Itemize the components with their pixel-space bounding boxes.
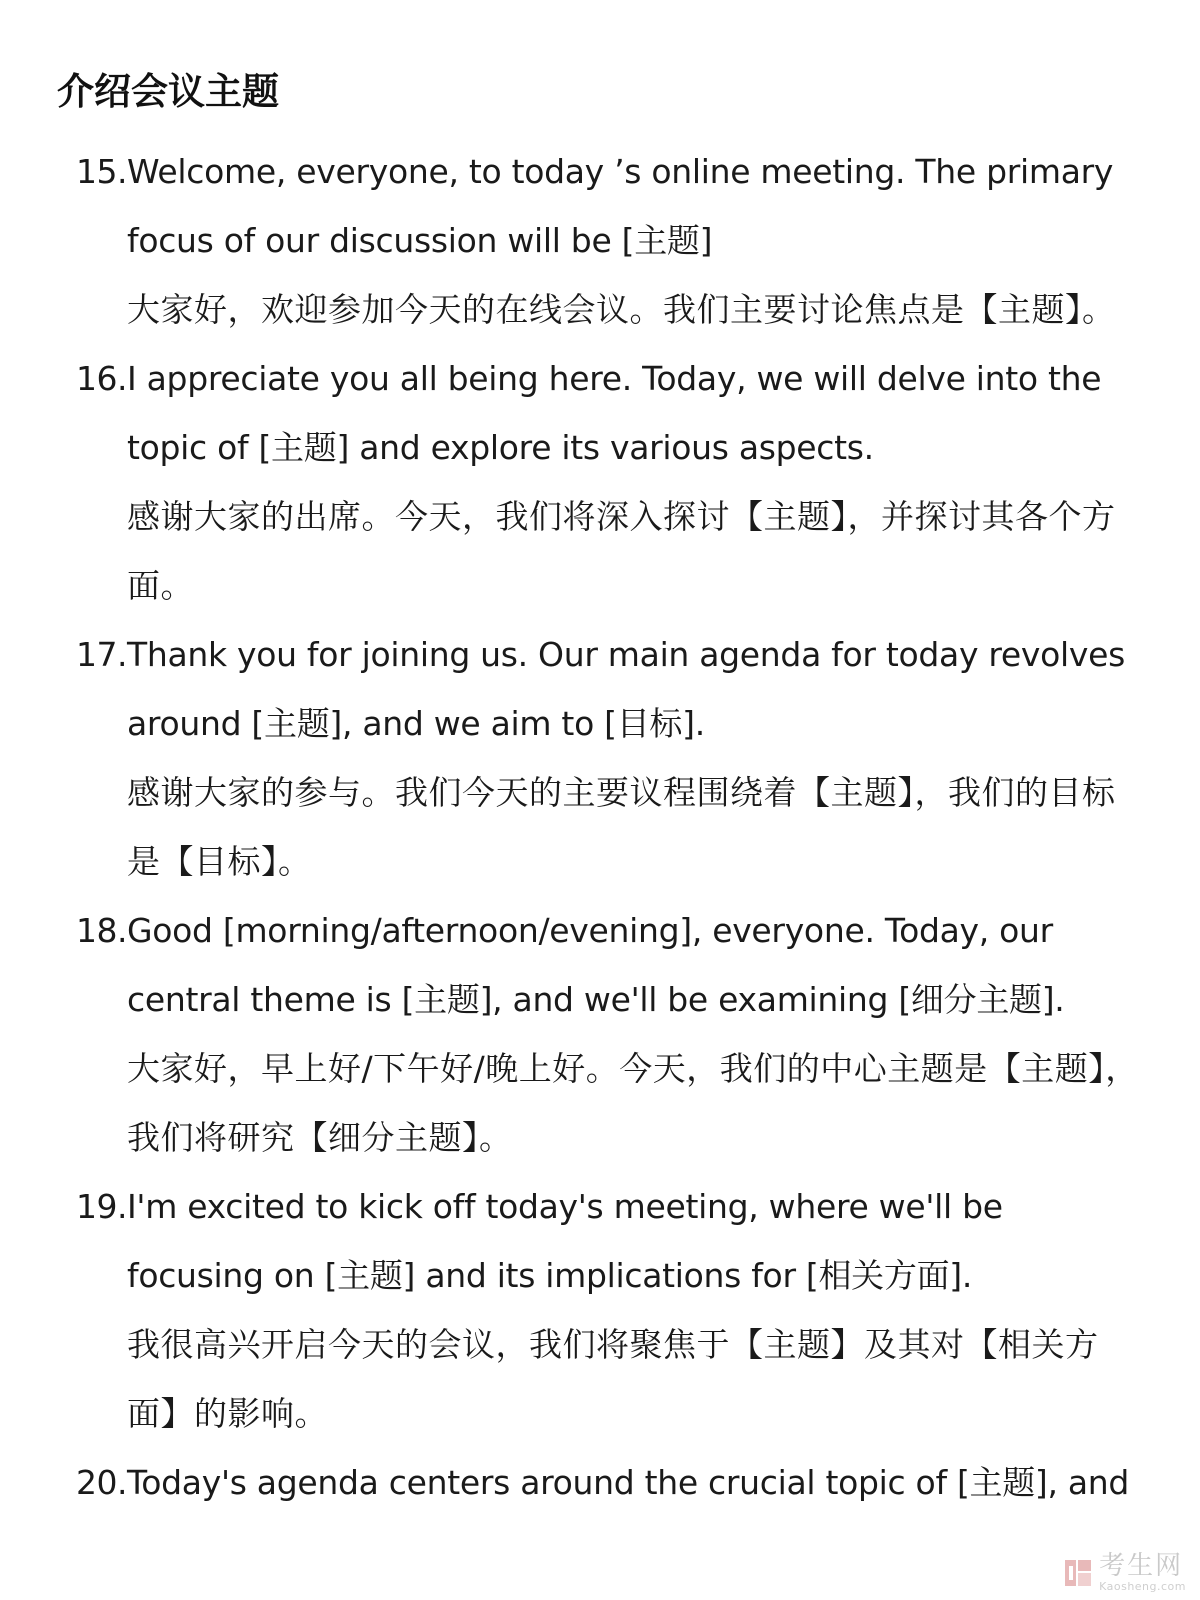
phrase-number: 17. bbox=[76, 635, 127, 674]
phrase-item-15 bbox=[0, 137, 1200, 344]
watermark-domain: Kaosheng.com bbox=[1099, 1580, 1186, 1593]
phrase-chinese: 大家好，欢迎参加今天的在线会议。我们主要讨论焦点是【主题】。 bbox=[127, 290, 1116, 329]
phrase-item-20 bbox=[0, 1448, 1200, 1517]
phrase-item-19 bbox=[0, 1172, 1200, 1448]
phrase-chinese: 大家好，早上好/下午好/晚上好。今天，我们的中心主题是【主题】，我们将研究【细分主题】。 bbox=[127, 1049, 1139, 1157]
watermark-brand: 考生网 bbox=[1099, 1551, 1184, 1581]
phrase-english: Welcome, everyone, to today ’s online meeting. The primary focus of our discussion will be [主题] bbox=[127, 152, 1114, 260]
phrase-number: 18. bbox=[76, 911, 127, 950]
watermark-text bbox=[1099, 1553, 1186, 1592]
phrase-chinese: 我很高兴开启今天的会议，我们将聚焦于【主题】及其对【相关方面】的影响。 bbox=[127, 1325, 1099, 1433]
phrase-number: 16. bbox=[76, 359, 127, 398]
watermark bbox=[1063, 1553, 1186, 1592]
phrase-english: Good [morning/afternoon/evening], everyone. Today, our central theme is [主题], and we'll be examining [细分主题]. bbox=[127, 911, 1065, 1019]
phrase-list bbox=[0, 137, 1200, 1517]
kaosheng-logo-icon bbox=[1063, 1558, 1093, 1588]
phrase-chinese: 感谢大家的出席。今天，我们将深入探讨【主题】，并探讨其各个方面。 bbox=[127, 497, 1116, 605]
phrase-chinese: 感谢大家的参与。我们今天的主要议程围绕着【主题】，我们的目标是【目标】。 bbox=[127, 773, 1116, 881]
phrase-item-18 bbox=[0, 896, 1200, 1172]
phrase-item-17 bbox=[0, 620, 1200, 896]
phrase-english: Thank you for joining us. Our main agenda for today revolves around [主题], and we aim to [目标]. bbox=[127, 635, 1126, 743]
phrase-english: I'm excited to kick off today's meeting, where we'll be focusing on [主题] and its implications for [相关方面]. bbox=[127, 1187, 1003, 1295]
phrase-number: 20. bbox=[76, 1463, 127, 1502]
phrase-item-16 bbox=[0, 344, 1200, 620]
section-title: 介绍会议主题 bbox=[57, 70, 279, 113]
phrase-number: 15. bbox=[76, 152, 127, 191]
phrase-english: Today's agenda centers around the crucial topic of [主题], and bbox=[127, 1463, 1130, 1502]
phrase-number: 19. bbox=[76, 1187, 127, 1226]
phrase-english: I appreciate you all being here. Today, we will delve into the topic of [主题] and explore its various aspects. bbox=[127, 359, 1102, 467]
